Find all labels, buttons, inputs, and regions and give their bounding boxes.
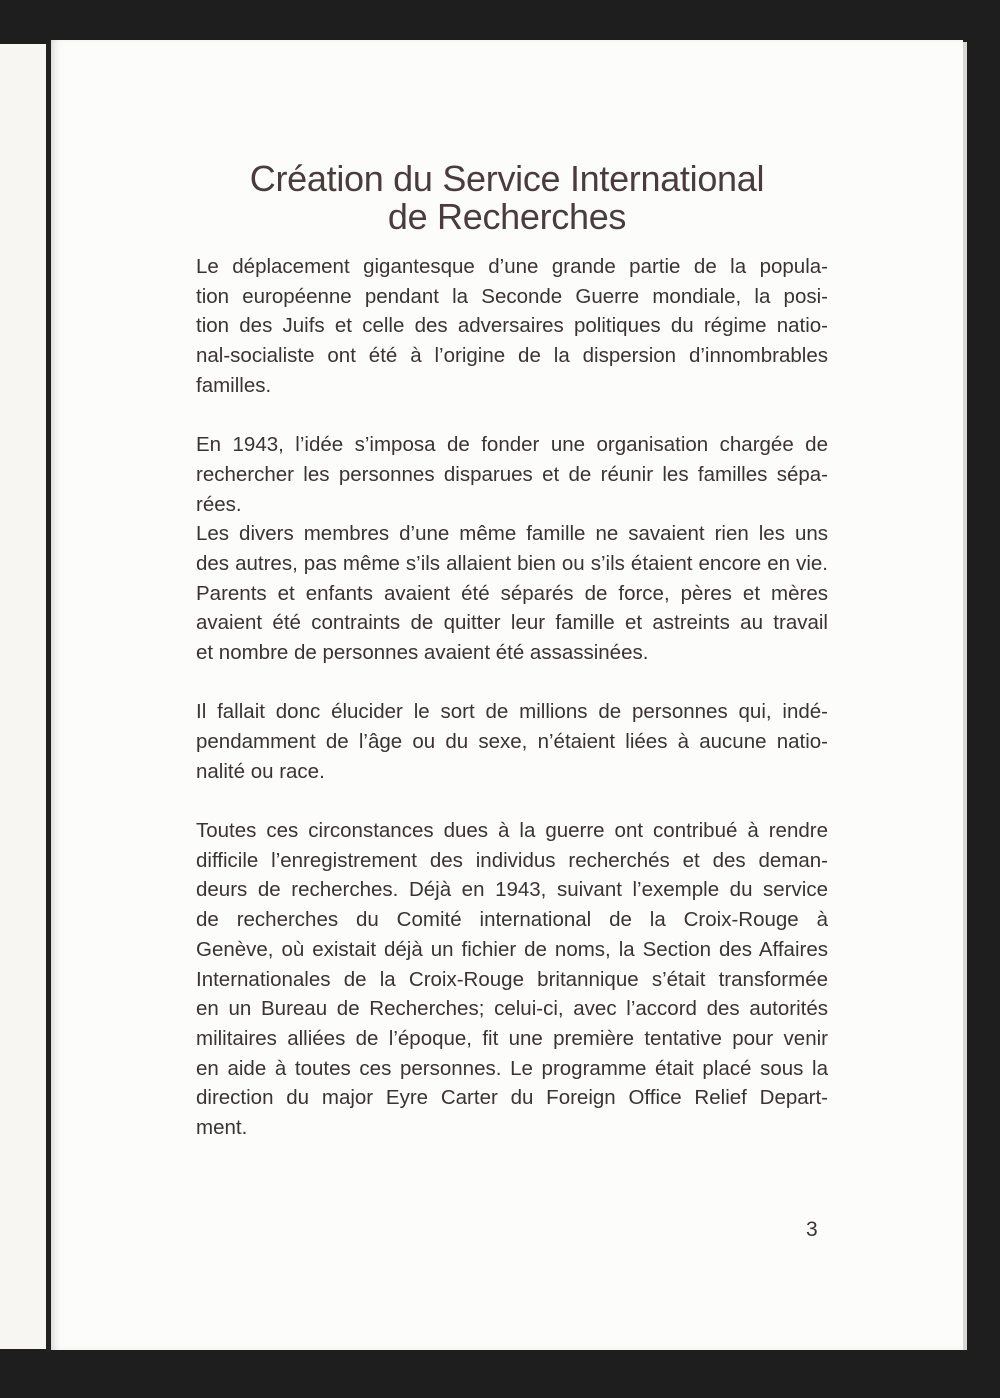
text-line: rées. [196,492,242,516]
paragraph [196,430,828,668]
text-line: nal-socialiste ont été à l’origine de la dispersion d’innombrables [196,344,828,368]
text-line: en aide à toutes ces personnes. Le programme était placé sous la [196,1056,828,1080]
text-line: nalité ou race. [196,759,325,783]
text-line: pendamment de l’âge ou du sexe, n’étaient liées à aucune natio- [196,730,828,753]
text-line: Parents et enfants avaient été séparés de force, pères et mères [196,581,828,605]
text-line: En 1943, l’idée s’imposa de fonder une organisation chargée de [196,433,828,457]
title-line: de Recherches [387,196,627,237]
text-line: avaient été contraints de quitter leur famille et astreints au travail [196,611,828,635]
text-line: de recherches du Comité international de la Croix-Rouge à [196,908,828,932]
body-text [196,252,828,1172]
text-line: et nombre de personnes avaient été assassinées. [196,640,649,664]
text-line: Genève, où existait déjà un fichier de noms, la Section des Affaires [196,937,828,961]
text-line: militaires alliées de l’époque, fit une première tentative pour venir [196,1026,828,1050]
document-page [51,40,963,1350]
paragraph [196,816,828,1143]
text-line: rechercher les personnes disparues et de réunir les familles sépa- [196,462,828,486]
text-line: Il fallait donc élucider le sort de millions de personnes qui, indé- [196,700,828,724]
text-line: deurs de recherches. Déjà en 1943, suivant l’exemple du service [196,878,828,902]
title-line: Création du Service International [249,158,765,199]
text-line: ment. [196,1115,248,1139]
right-page-edge [963,42,967,1350]
text-line: Les divers membres d’une même famille ne savaient rien les uns [196,522,828,546]
text-line: difficile l’enregistrement des individus recherchés et des deman- [196,848,828,872]
text-line: Internationales de la Croix-Rouge britannique s’était transformée [196,967,828,991]
text-line: tion européenne pendant la Seconde Guerre mondiale, la posi- [196,284,828,308]
text-line: en un Bureau de Recherches; celui-ci, avec l’accord des autorités [196,997,828,1021]
left-page-edge [0,44,46,1349]
text-line: Toutes ces circonstances dues à la guerre ont contribué à rendre [196,819,828,843]
text-line: Le déplacement gigantesque d’une grande partie de la popula- [196,255,828,278]
paragraph [196,252,828,400]
page-title [51,160,963,236]
text-line: tion des Juifs et celle des adversaires politiques du régime natio- [196,314,828,338]
paragraph [196,697,828,786]
text-line: direction du major Eyre Carter du Foreign Office Relief Depart- [196,1086,828,1110]
page-number: 3 [806,1218,818,1241]
text-line: familles. [196,373,272,397]
text-line: des autres, pas même s’ils allaient bien ou s’ils étaient encore en vie. [196,551,828,575]
